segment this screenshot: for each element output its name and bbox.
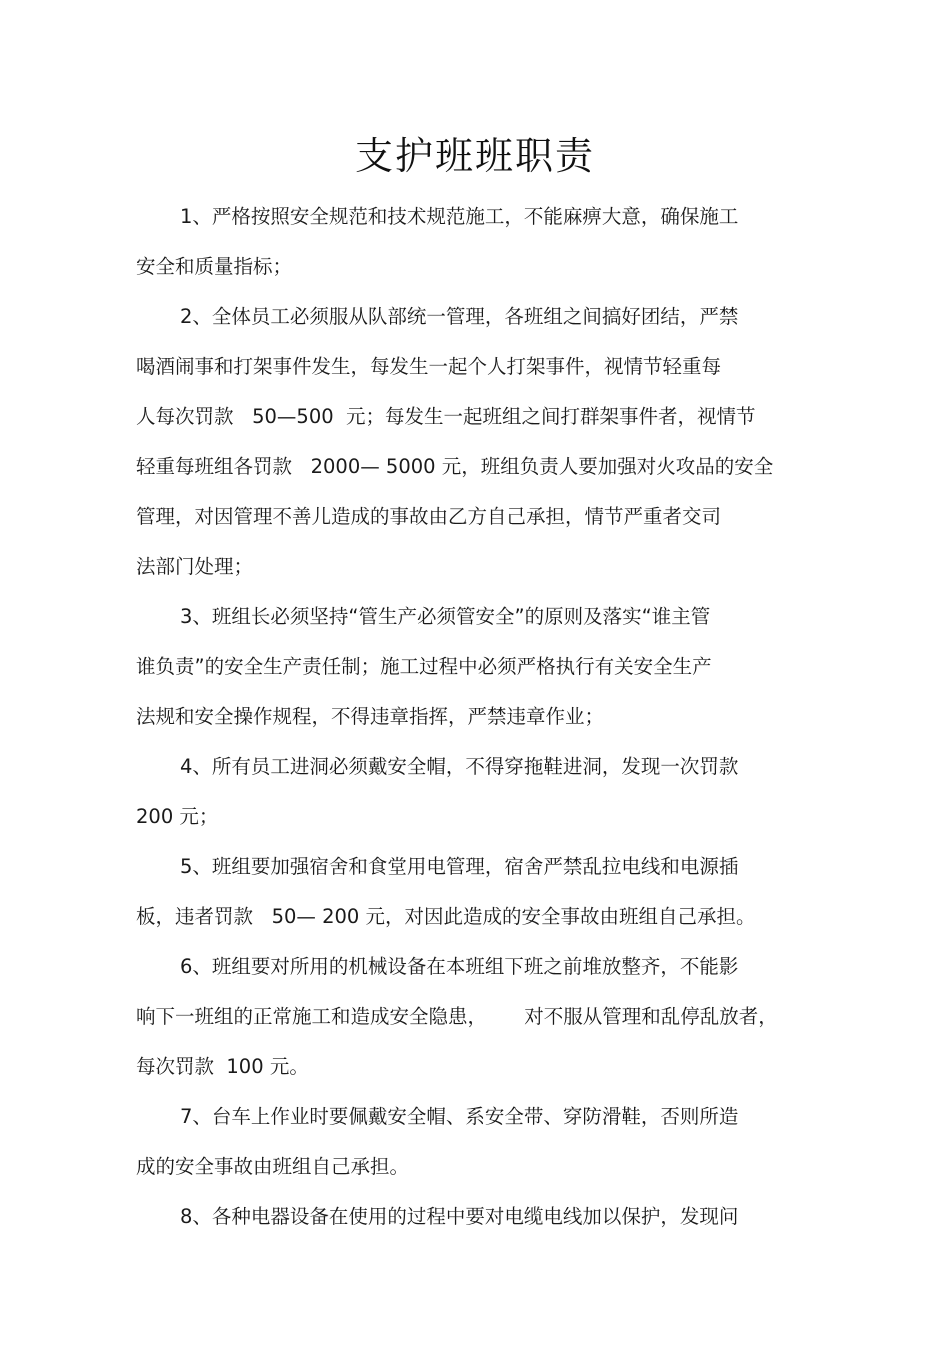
paragraph-line: 板，违者罚款 50— 200 元，对因此造成的安全事故由班组自己承担。 (136, 905, 756, 928)
paragraph-line: 管理，对因管理不善儿造成的事故由乙方自己承担，情节严重者交司 (136, 505, 722, 528)
paragraph-line: 7、台车上作业时要佩戴安全帽、系安全带、穿防滑鞋，否则所造 (180, 1105, 739, 1128)
paragraph-line: 轻重每班组各罚款 2000— 5000 元，班组负责人要加强对火攻品的安全 (136, 455, 774, 478)
document-title: 支护班班职责 (354, 134, 595, 178)
paragraph-line: 2、全体员工必须服从队部统一管理，各班组之间搞好团结，严禁 (180, 305, 739, 328)
paragraph-line: 人每次罚款 50—500 元；每发生一起班组之间打群架事件者，视情节 (136, 405, 756, 428)
paragraph-line: 1、严格按照安全规范和技术规范施工，不能麻痹大意，确保施工 (180, 205, 739, 228)
paragraph-line: 成的安全事故由班组自己承担。 (136, 1155, 410, 1178)
paragraph-line: 200 元； (136, 805, 219, 828)
paragraph-line: 4、所有员工进洞必须戴安全帽，不得穿拖鞋进洞，发现一次罚款 (180, 755, 739, 778)
paragraph-line: 法部门处理； (136, 555, 254, 578)
paragraph-line: 8、各种电器设备在使用的过程中要对电缆电线加以保护，发现问 (180, 1205, 739, 1228)
paragraph-line: 安全和质量指标； (136, 255, 293, 278)
paragraph-line: 法规和安全操作规程，不得违章指挥，严禁违章作业； (136, 705, 605, 728)
paragraph-line: 每次罚款 100 元。 (136, 1055, 309, 1078)
paragraph-line: 6、班组要对所用的机械设备在本班组下班之前堆放整齐，不能影 (180, 955, 739, 978)
paragraph-line: 5、班组要加强宿舍和食堂用电管理，宿舍严禁乱拉电线和电源插 (180, 855, 739, 878)
paragraph-line: 3、班组长必须坚持“管生产必须管安全”的原则及落实“谁主管 (180, 605, 711, 628)
paragraph-line: 响下一班组的正常施工和造成安全隐患， 对不服从管理和乱停乱放者， (136, 1005, 778, 1028)
paragraph-line: 喝酒闹事和打架事件发生，每发生一起个人打架事件，视情节轻重每 (136, 355, 722, 378)
paragraph-line: 谁负责”的安全生产责任制；施工过程中必须严格执行有关安全生产 (136, 655, 712, 678)
